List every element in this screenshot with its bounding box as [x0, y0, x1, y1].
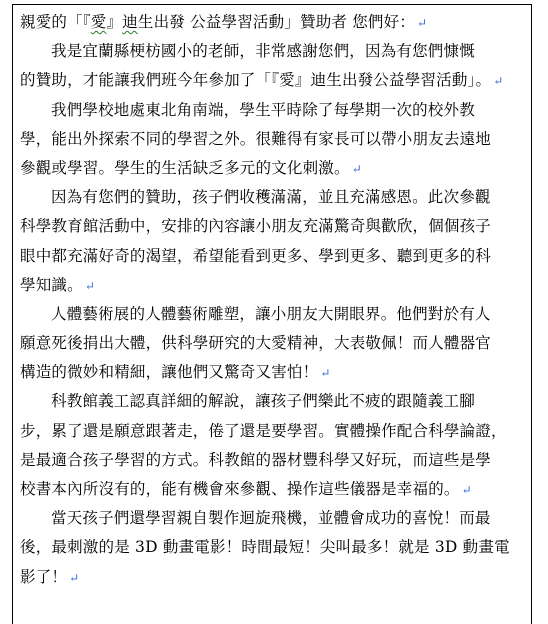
document-line	[20, 417, 526, 446]
document-line	[20, 125, 526, 154]
paragraph-mark-icon: ↵	[320, 366, 331, 381]
line-text: 校書本內所沒有的，能有機會來參觀、操作這些儀器是幸福的。	[20, 480, 460, 498]
document-line	[20, 300, 526, 329]
document-line	[20, 475, 526, 504]
line-text: 的贊助，才能讓我們班今年參加了「『愛』迪生出發公益學習活動」。	[20, 71, 492, 90]
document-line	[20, 504, 526, 533]
document-line	[20, 329, 526, 358]
document-line	[20, 533, 526, 562]
document-line	[20, 358, 526, 387]
paragraph-mark-icon: ↵	[69, 570, 80, 585]
document-line	[20, 96, 526, 125]
line-text: 學知識。	[20, 275, 83, 294]
line-text: 參觀或學習。學生的生活缺乏多元的文化刺激。	[20, 158, 350, 177]
line-text: 步，累了還是願意跟著走，倦了還是要學習。實體操作配合科學論證，	[20, 421, 507, 440]
line-text: 科學教育館活動中，安排的內容讓小朋友充滿驚奇與歡欣，個個孩子	[20, 217, 492, 236]
paragraph-mark-icon: ↵	[493, 74, 504, 89]
line-text: 影了！	[20, 567, 68, 586]
document-body[interactable]	[20, 8, 526, 592]
line-text: 後，最刺激的是 3D 動畫電影！時間最短！尖叫最多！就是 3D 動畫電	[20, 538, 510, 557]
document-line	[20, 271, 526, 300]
salutation-part-3: 』	[106, 13, 123, 31]
line-text: 願意死後捐出大體，供科學研究的大愛精神，大表敬佩！而人體器官	[20, 334, 492, 353]
document-line	[20, 183, 526, 212]
line-text: 是最適合孩子學習的方式。科教館的器材豐科學又好玩，而這些是學	[20, 450, 492, 469]
document-line	[20, 212, 526, 241]
line-text: 當天孩子們還學習親自製作迴旋飛機，並體會成功的喜悅！而最	[51, 509, 491, 528]
line-text: 眼中都充滿好奇的渴望，希望能看到更多、學到更多、聽到更多的科	[20, 246, 492, 265]
document-line	[20, 37, 526, 66]
document-line	[20, 563, 526, 592]
document-line	[20, 446, 526, 475]
paragraph-lines	[20, 37, 526, 592]
paragraph-mark-icon: ↵	[417, 16, 428, 30]
line-text: 學，能出外探索不同的學習之外。很難得有家長可以帶小朋友去遠地	[20, 129, 492, 148]
paragraph-mark-icon: ↵	[351, 161, 362, 176]
paragraph-mark-icon: ↵	[461, 483, 472, 497]
line-text: 我們學校地處東北角南端，學生平時除了每學期一次的校外教	[51, 100, 475, 119]
salutation-line	[20, 8, 526, 37]
document-line	[20, 387, 526, 416]
document-line	[20, 66, 526, 95]
paragraph-mark-icon: ↵	[84, 278, 96, 293]
document-line	[20, 154, 526, 183]
document-line	[20, 242, 526, 271]
salutation-part-1: 親愛的「『	[20, 13, 91, 31]
salutation-part-5: 生出發 公益學習活動」贊助者 您們好：	[137, 13, 416, 31]
line-text: 科教館義工認真詳細的解說，讓孩子們樂此不疲的跟隨義工腳	[51, 392, 475, 411]
line-text: 人體藝術展的人體藝術雕塑，讓小朋友大開眼界。他們對於有人	[51, 304, 491, 323]
salutation-part-2: 愛	[90, 13, 107, 31]
line-text: 構造的微妙和精細，讓他們又驚奇又害怕！	[20, 363, 319, 382]
salutation-part-4: 迪	[122, 13, 138, 31]
line-text: 我是宜蘭縣梗枋國小的老師，非常感謝您們，因為有您們慷慨	[51, 42, 475, 61]
line-text: 因為有您們的贊助，孩子們收穫滿滿，並且充滿感恩。此次參觀	[51, 188, 491, 207]
